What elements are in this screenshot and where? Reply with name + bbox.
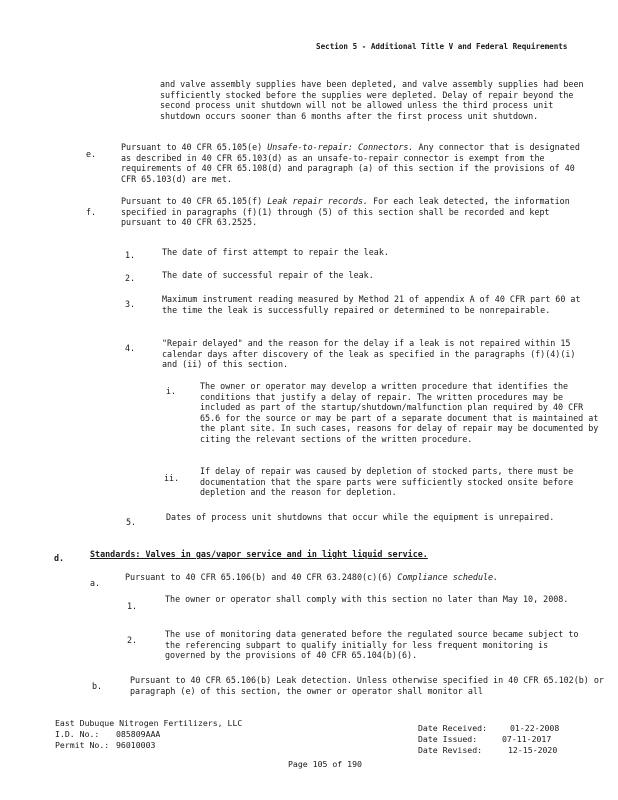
item-da1-label: 1.: [127, 601, 138, 611]
footer-permit-label: Permit No.:: [55, 740, 110, 750]
page-number: Page 105 of 190: [288, 759, 362, 769]
item-f4ii-text: If delay of repair was caused by depletion of stocked parts, there must be documentation that the spare parts were sufficiently stocked onsite before depletion and the reason for depletion.: [200, 466, 574, 498]
item-f4-label: 4.: [125, 343, 136, 353]
item-f4ii-label: ii.: [164, 473, 180, 483]
footer-received-value: 01-22-2008: [510, 723, 560, 733]
item-f-label: f.: [86, 207, 97, 217]
item-e-paragraph: Pursuant to 40 CFR 65.105(e) Unsafe-to-repair: Connectors. Any connector that is designated as described in 40 CFR 65.103(d) as an unsafe-to-repair connector is exempt from the requirements of 40 CFR 65.108(d) and paragraph (a) of this section if the provisions of 40 CFR 65.103(d) are met.: [121, 142, 580, 184]
footer-revised-label: Date Revised:: [418, 745, 483, 755]
item-f2-text: The date of successful repair of the leak.: [162, 270, 374, 280]
item-da2-text: The use of monitoring data generated before the regulated source became subject to the referencing subpart to qualify initially for less frequent monitoring is governed by the provisions of 40 CFR 65.104(b)(6).: [165, 629, 579, 661]
item-f3-text: Maximum instrument reading measured by Method 21 of appendix A of 40 CFR part 60 at the time the leak is successfully repaired or determined to be nonrepairable.: [162, 294, 581, 315]
item-da1-text: The owner or operator shall comply with this section no later than May 10, 2008.: [165, 594, 569, 604]
item-f5-label: 5.: [126, 517, 137, 527]
item-da2-label: 2.: [127, 635, 138, 645]
item-f4i-label: i.: [166, 386, 177, 396]
footer-issued-value: 07-11-2017: [502, 734, 552, 744]
item-f2-label: 2.: [125, 273, 136, 283]
footer-received-label: Date Received:: [418, 723, 488, 733]
item-d-heading: Standards: Valves in gas/vapor service and in light liquid service.: [90, 549, 428, 559]
item-f1-text: The date of first attempt to repair the leak.: [162, 247, 389, 257]
footer-permit-value: 96010003: [116, 740, 156, 750]
item-f4-text: "Repair delayed" and the reason for the delay if a leak is not repaired within 15 calendar days after discovery of the leak as specified in the paragraphs (f)(4)(i) and (ii) of this section.: [162, 338, 576, 370]
item-db-label: b.: [92, 681, 103, 691]
footer-id-label: I.D. No.:: [55, 729, 100, 739]
item-db-text: Pursuant to 40 CFR 65.106(b) Leak detection. Unless otherwise specified in 40 CFR 65.102(b) or paragraph (e) of this section, the owner or operator shall monitor all: [130, 675, 604, 696]
item-da-label: a.: [90, 578, 101, 588]
footer-company: East Dubuque Nitrogen Fertilizers, LLC: [55, 718, 243, 728]
item-f-paragraph: Pursuant to 40 CFR 65.105(f) Leak repair records. For each leak detected, the information specified in paragraphs (f)(1) through (5) of this section shall be recorded and kept pursuant to 40 CFR 63.2525.: [121, 196, 570, 228]
item-e-label: e.: [86, 149, 97, 159]
footer-revised-value: 12-15-2020: [508, 745, 558, 755]
continuation-paragraph: and valve assembly supplies have been depleted, and valve assembly supplies had been sufficiently stocked before the supplies were depleted. Delay of repair beyond the second process unit shutdown will not be allowed unless the third process unit shutdown occurs sooner than 6 months after the first process unit shutdown.: [160, 79, 584, 121]
item-f3-label: 3.: [125, 299, 136, 309]
item-f4i-text: The owner or operator may develop a written procedure that identifies the conditions that justify a delay of repair. The written procedures may be included as part of the startup/shutdown/malfunction plan required by 40 CFR 65.6 for the source or may be part of a separate document that is maintained at the plant site. In such cases, reasons for delay of repair may be documented by citing the relevant sections of the written procedure.: [200, 381, 599, 444]
section-header: Section 5 - Additional Title V and Federal Requirements: [316, 42, 568, 51]
item-f1-label: 1.: [125, 250, 136, 260]
item-da-text: Pursuant to 40 CFR 65.106(b) and 40 CFR 63.2480(c)(6) Compliance schedule.: [125, 572, 499, 582]
item-d-label: d.: [54, 553, 65, 563]
footer-issued-label: Date Issued:: [418, 734, 478, 744]
item-f5-text: Dates of process unit shutdowns that occur while the equipment is unrepaired.: [166, 512, 555, 522]
footer-id-value: 085809AAA: [116, 729, 161, 739]
